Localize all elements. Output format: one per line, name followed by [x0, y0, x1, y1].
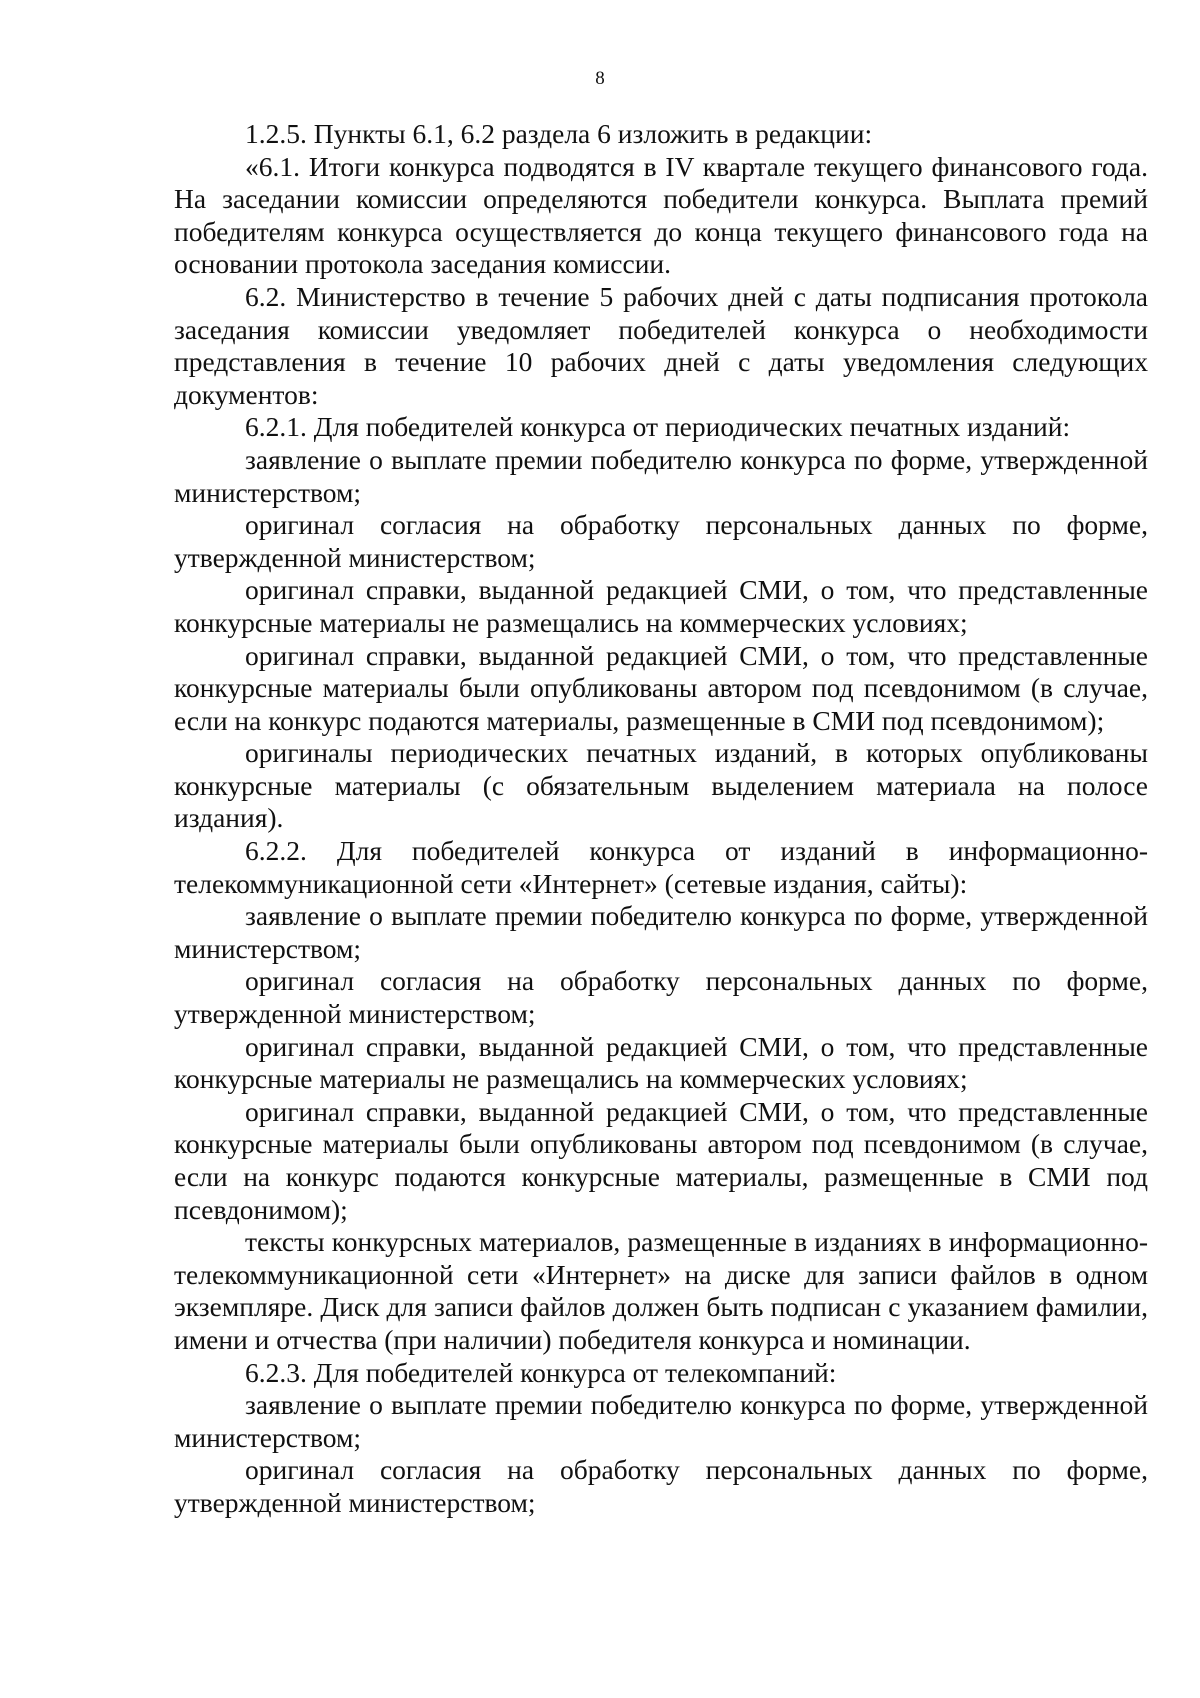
paragraph: оригинал справки, выданной редакцией СМИ, о том, что представленные конкурсные материалы были опубликованы автором под псевдонимом (в случае, если на конкурс подаются конкурсные материалы, размещенные в СМИ под псевдонимом); — [174, 1095, 1148, 1225]
paragraph: 1.2.5. Пункты 6.1, 6.2 раздела 6 изложить в редакции: — [245, 118, 873, 149]
paragraph: оригинал справки, выданной редакцией СМИ, о том, что представленные конкурсные материалы были опубликованы автором под псевдонимом (в случае, если на конкурс подаются материалы, размещенные в СМИ под псевдонимом); — [174, 639, 1148, 736]
paragraph: оригинал согласия на обработку персональных данных по форме, утвержденной министерством; — [174, 965, 1148, 1030]
paragraph: заявление о выплате премии победителю конкурса по форме, утвержденной министерством; — [174, 1389, 1148, 1453]
paragraph: заявление о выплате премии победителю конкурса по форме, утвержденной министерством; — [174, 443, 1148, 508]
paragraph: «6.1. Итоги конкурса подводятся в IV квартале текущего финансового года. На заседании комиссии определяются победители конкурса. Выплата премий победителям конкурса осуществляется до конца текущего финансового года на основании протокола заседания комиссии. — [174, 150, 1148, 280]
paragraph: оригинал справки, выданной редакцией СМИ, о том, что представленные конкурсные материалы не размещались на коммерческих условиях; — [174, 574, 1148, 638]
paragraph: 6.2.1. Для победителей конкурса от периодических печатных изданий: — [245, 411, 1071, 443]
document-body — [174, 118, 1148, 1520]
paragraph: 6.2.3. Для победителей конкурса от телекомпаний: — [245, 1356, 837, 1388]
paragraph: оригинал согласия на обработку персональных данных по форме, утвержденной министерством; — [174, 509, 1148, 573]
paragraph: заявление о выплате премии победителю конкурса по форме, утвержденной министерством; — [174, 900, 1148, 964]
paragraph: тексты конкурсных материалов, размещенные в изданиях в информационно-телекоммуникационной сети «Интернет» на диске для записи файлов в одном экземпляре. Диск для записи файлов должен быть подписан с указанием фамилии, имени и отчества (при наличии) победителя конкурса и номинации. — [174, 1226, 1148, 1355]
paragraph: 6.2.2. Для победителей конкурса от изданий в информационно-телекоммуникационной сети «Интернет» (сетевые издания, сайты): — [174, 835, 1148, 899]
paragraph: оригиналы периодических печатных изданий, в которых опубликованы конкурсные материалы (с обязательным выделением материала на полосе издания). — [174, 737, 1148, 834]
paragraph: оригинал согласия на обработку персональных данных по форме, утвержденной министерством; — [174, 1454, 1148, 1518]
paragraph: 6.2. Министерство в течение 5 рабочих дней с даты подписания протокола заседания комиссии уведомляет победителей конкурса о необходимости представления в течение 10 рабочих дней с даты уведомления следующих документов: — [174, 280, 1148, 410]
paragraph: оригинал справки, выданной редакцией СМИ, о том, что представленные конкурсные материалы не размещались на коммерческих условиях; — [174, 1030, 1148, 1095]
page-number: 8 — [595, 68, 605, 89]
